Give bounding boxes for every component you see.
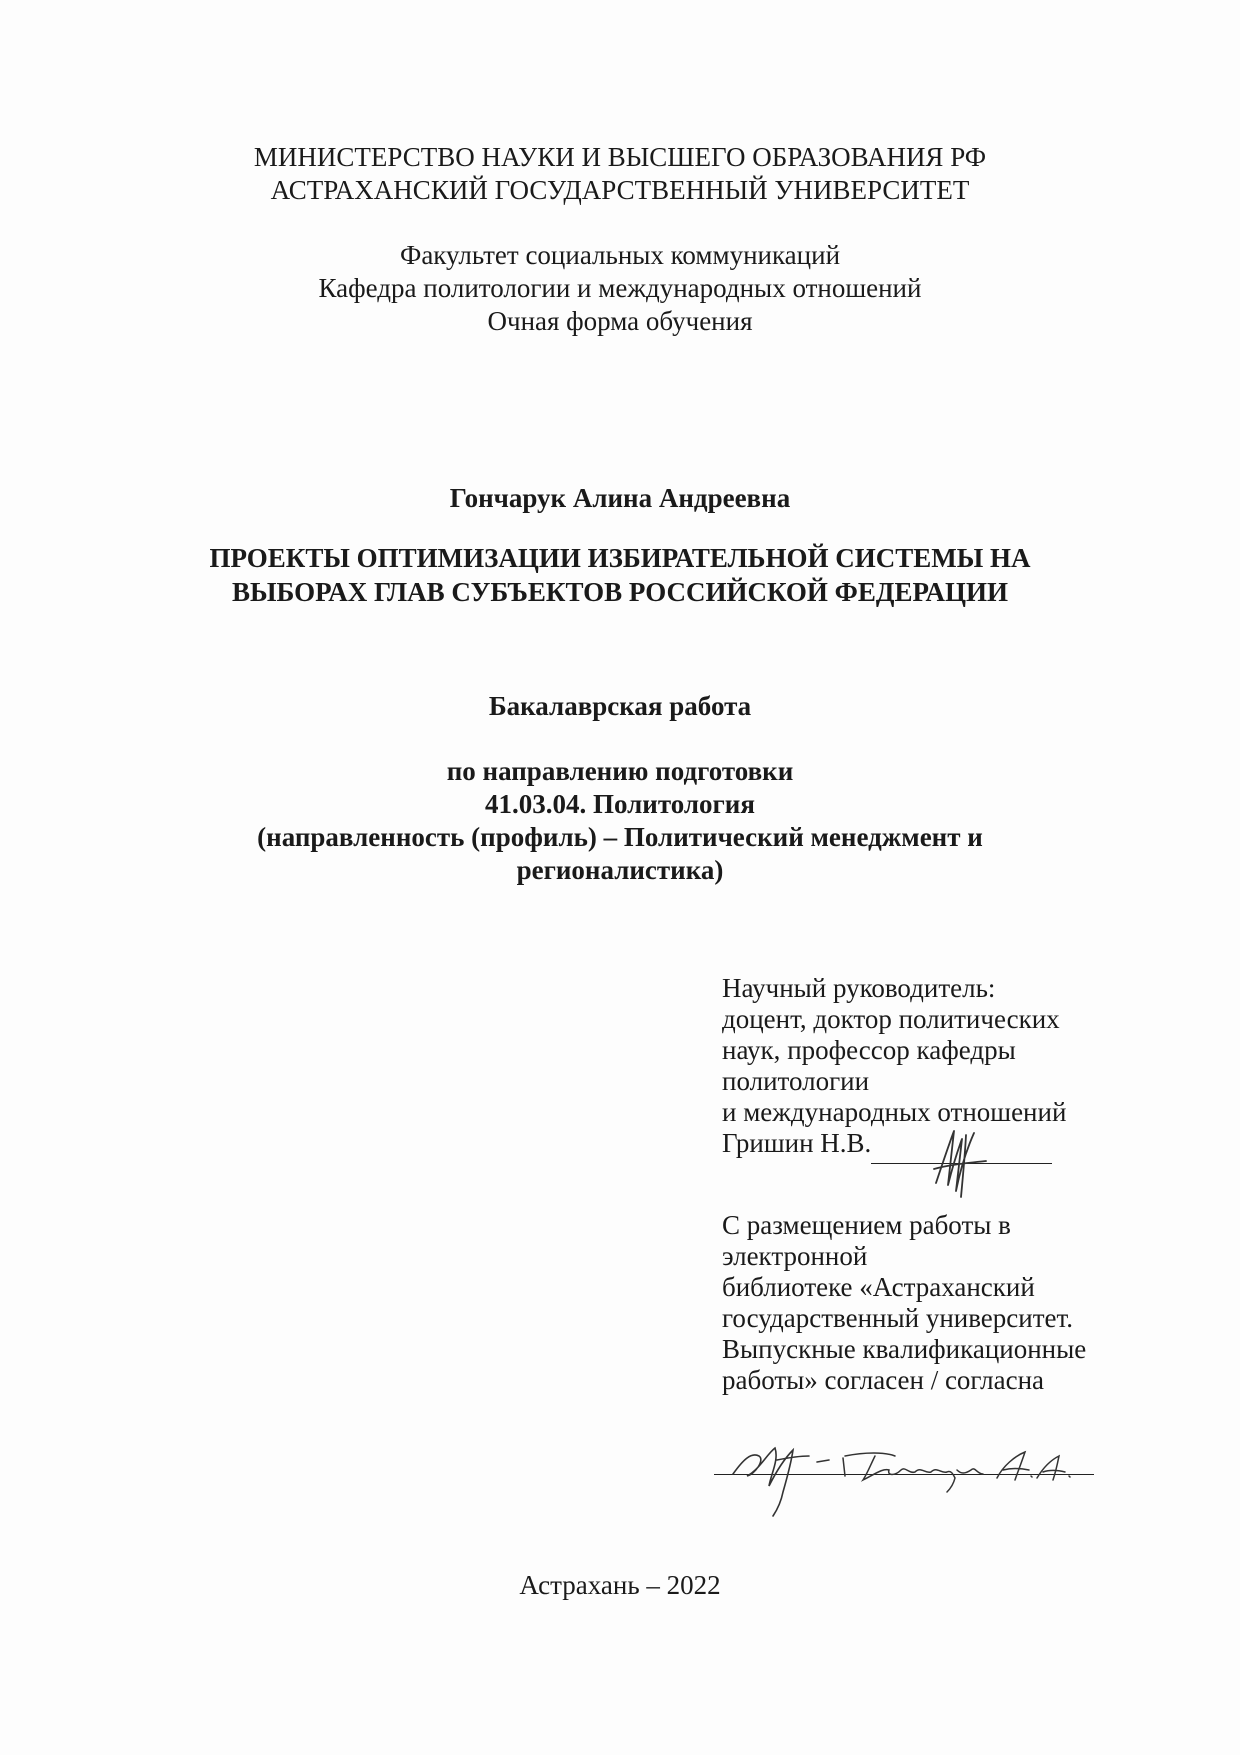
- consent-line-3: библиотеке «Астраханский: [722, 1272, 1035, 1302]
- faculty-name: Факультет социальных коммуникаций: [399, 240, 841, 270]
- consent-block: [722, 1210, 1114, 1396]
- supervisor-word: доцент,: [722, 1004, 807, 1034]
- thesis-title-line-1: ПРОЕКТЫ ОПТИМИЗАЦИИ ИЗБИРАТЕЛЬНОЙ СИСТЕМЫ НА: [209, 543, 1031, 573]
- direction-line-3: (направленность (профиль) – Политический менеджмент и: [257, 822, 983, 852]
- supervisor-word: доктор: [813, 1004, 892, 1034]
- supervisor-block: [722, 973, 1114, 1159]
- supervisor-name: Гришин Н.В.: [722, 1128, 872, 1158]
- author-name: Гончарук Алина Андреевна: [449, 483, 791, 513]
- supervisor-department-line-2: и международных отношений: [722, 1097, 1067, 1127]
- direction-line-4: регионалистика): [516, 855, 724, 885]
- supervisor-signature: [930, 1125, 990, 1200]
- consent-line-6: работы» согласен / согласна: [722, 1365, 1045, 1395]
- supervisor-department-line-1: политологии: [722, 1066, 870, 1096]
- consent-line-5: Выпускные квалификационные: [722, 1334, 1087, 1364]
- thesis-title-line-2: ВЫБОРАХ ГЛАВ СУБЪЕКТОВ РОССИЙСКОЙ ФЕДЕРАЦИИ: [231, 577, 1009, 607]
- direction-line-1: по направлению подготовки: [446, 756, 794, 786]
- work-type: Бакалаврская работа: [488, 691, 752, 721]
- supervisor-position-line: [722, 1035, 1114, 1066]
- supervisor-word: наук,: [722, 1035, 781, 1065]
- supervisor-word: кафедры: [916, 1035, 1016, 1065]
- supervisor-heading: Научный руководитель:: [722, 973, 996, 1003]
- consent-line-2: электронной: [722, 1241, 868, 1271]
- university-name: АСТРАХАНСКИЙ ГОСУДАРСТВЕННЫЙ УНИВЕРСИТЕТ: [270, 175, 970, 205]
- consent-line-4: государственный университет.: [722, 1303, 1074, 1333]
- student-signature: [725, 1430, 1105, 1520]
- supervisor-word: профессор: [787, 1035, 910, 1065]
- ministry-name: МИНИСТЕРСТВО НАУКИ И ВЫСШЕГО ОБРАЗОВАНИЯ РФ: [253, 142, 987, 172]
- department-name: Кафедра политологии и международных отношений: [318, 273, 922, 303]
- supervisor-degree-line: [722, 1004, 1114, 1035]
- supervisor-word: политических: [898, 1004, 1060, 1034]
- consent-line-1: С размещением работы в: [722, 1210, 1011, 1240]
- direction-line-2: 41.03.04. Политология: [485, 789, 755, 819]
- city-year: Астрахань – 2022: [519, 1570, 721, 1600]
- study-form: Очная форма обучения: [487, 306, 753, 336]
